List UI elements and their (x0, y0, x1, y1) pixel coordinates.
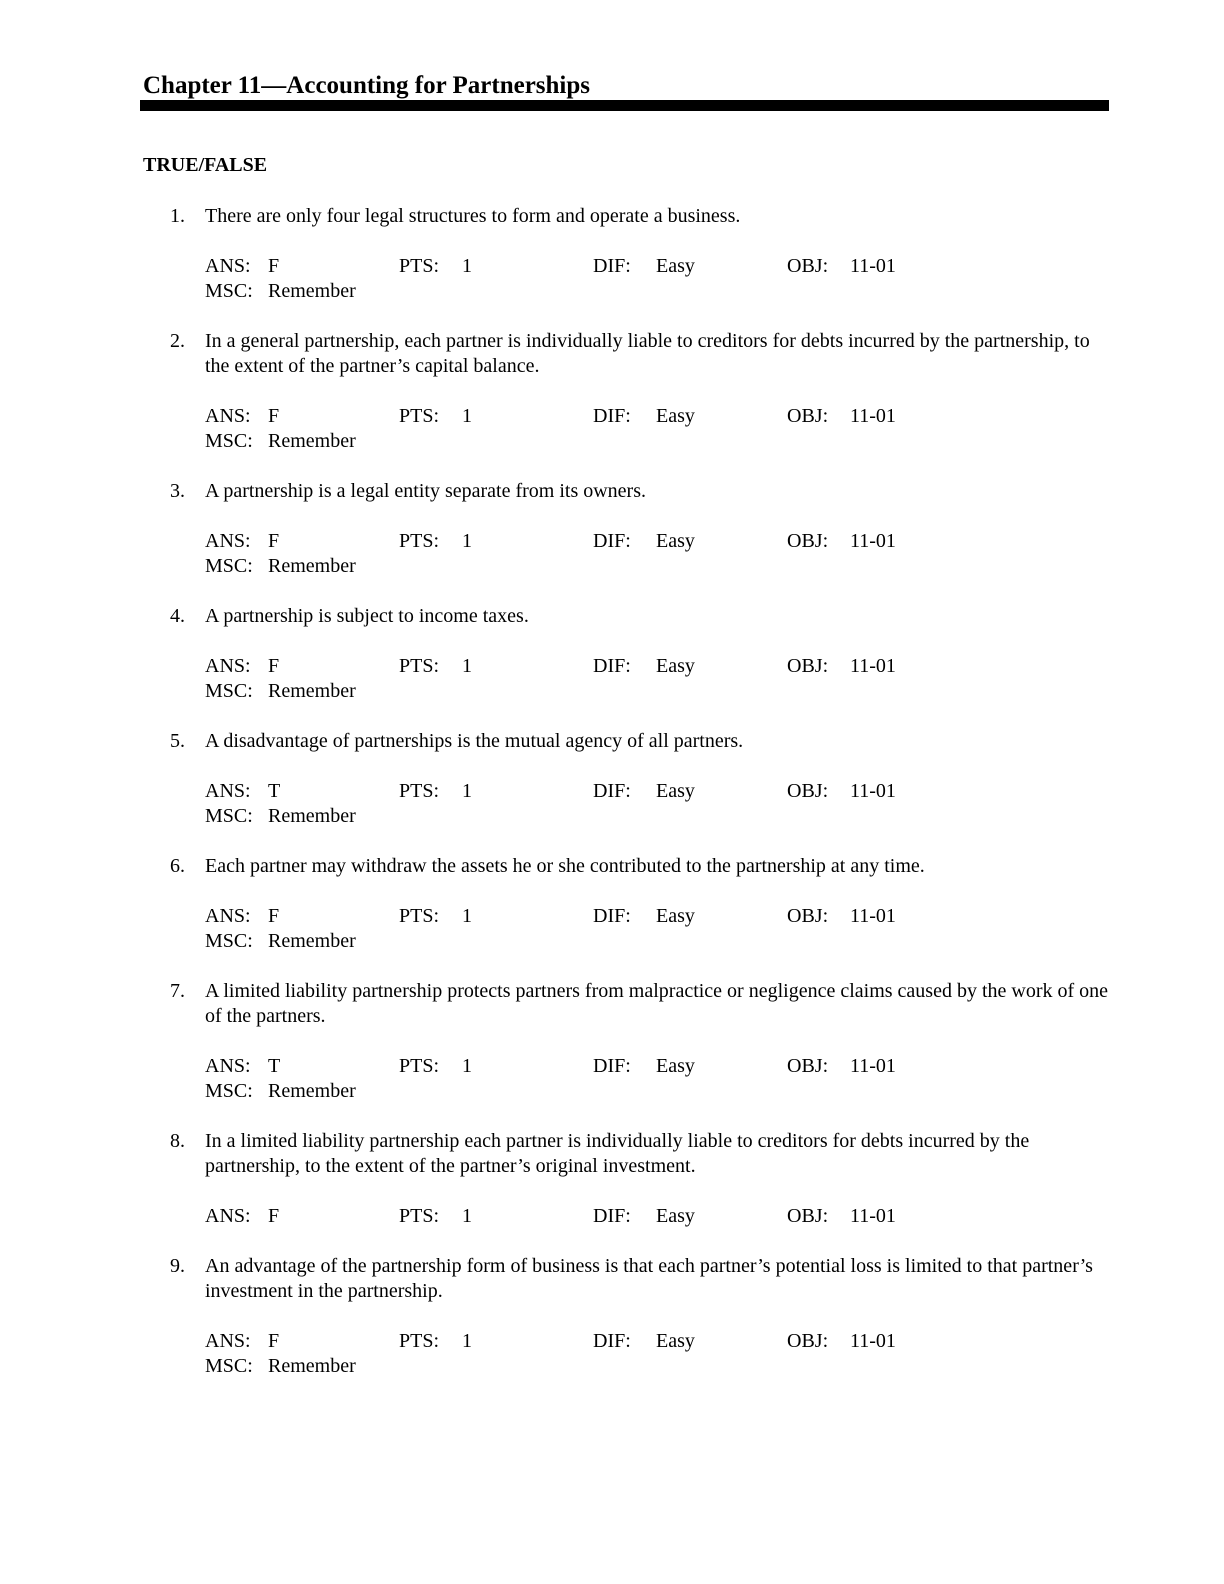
obj-label: OBJ: (787, 530, 829, 552)
msc-value: Remember (268, 555, 356, 577)
msc-label: MSC: (205, 1080, 253, 1102)
obj-field (787, 904, 981, 929)
obj-value: 11-01 (850, 1205, 896, 1227)
question-text: Each partner may withdraw the assets he or she contributed to the partnership at any time. (205, 855, 925, 877)
msc-value: Remember (268, 680, 356, 702)
dif-label: DIF: (593, 530, 631, 552)
title-rule (140, 100, 1109, 111)
dif-field (593, 1204, 787, 1229)
ans-label: ANS: (205, 655, 251, 677)
msc-label: MSC: (205, 280, 253, 302)
obj-value: 11-01 (850, 905, 896, 927)
msc-label: MSC: (205, 1355, 253, 1377)
ans-label: ANS: (205, 255, 251, 277)
ans-field (205, 1204, 399, 1229)
msc-label: MSC: (205, 555, 253, 577)
ans-field (205, 904, 399, 929)
ans-label: ANS: (205, 905, 251, 927)
dif-value: Easy (656, 530, 695, 552)
question-item (170, 979, 1110, 1104)
pts-field (399, 254, 593, 279)
msc-value: Remember (268, 1080, 356, 1102)
answer-meta (205, 1054, 1110, 1104)
dif-value: Easy (656, 1330, 695, 1352)
question-number: 5. (170, 730, 185, 752)
question-number: 2. (170, 330, 185, 352)
pts-value: 1 (462, 255, 472, 277)
answer-meta (205, 904, 1110, 954)
obj-value: 11-01 (850, 780, 896, 802)
question-number: 6. (170, 855, 185, 877)
ans-label: ANS: (205, 780, 251, 802)
obj-field (787, 404, 981, 429)
pts-label: PTS: (399, 905, 440, 927)
msc-value: Remember (268, 280, 356, 302)
obj-value: 11-01 (850, 530, 896, 552)
chapter-title: Chapter 11—Accounting for Partnerships (143, 72, 590, 99)
msc-field (205, 1079, 399, 1104)
obj-field (787, 1329, 981, 1354)
dif-value: Easy (656, 905, 695, 927)
obj-field (787, 254, 981, 279)
pts-label: PTS: (399, 780, 440, 802)
msc-label: MSC: (205, 805, 253, 827)
msc-field (205, 1354, 399, 1379)
pts-field (399, 404, 593, 429)
question-text: In a general partnership, each partner is individually liable to creditors for debts incurred by the partnership, to the extent of the partner’s capital balance. (205, 330, 1090, 377)
ans-label: ANS: (205, 530, 251, 552)
msc-value: Remember (268, 805, 356, 827)
pts-label: PTS: (399, 255, 440, 277)
question-item (170, 854, 1110, 954)
dif-value: Easy (656, 1055, 695, 1077)
dif-value: Easy (656, 655, 695, 677)
ans-field (205, 254, 399, 279)
question-text: An advantage of the partnership form of business is that each partner’s potential loss is limited to that partner’s investment in the partnership. (205, 1255, 1093, 1302)
ans-value: F (268, 530, 280, 552)
section-heading: TRUE/FALSE (143, 154, 268, 176)
ans-value: F (268, 1205, 280, 1227)
dif-label: DIF: (593, 780, 631, 802)
pts-field (399, 1054, 593, 1079)
question-item (170, 479, 1110, 579)
question-number: 8. (170, 1130, 185, 1152)
ans-value: F (268, 1330, 280, 1352)
msc-field (205, 804, 399, 829)
pts-label: PTS: (399, 655, 440, 677)
question-text: A disadvantage of partnerships is the mutual agency of all partners. (205, 730, 744, 752)
dif-label: DIF: (593, 1055, 631, 1077)
pts-field (399, 654, 593, 679)
obj-field (787, 654, 981, 679)
dif-value: Easy (656, 1205, 695, 1227)
pts-field (399, 904, 593, 929)
question-item (170, 329, 1110, 454)
dif-label: DIF: (593, 255, 631, 277)
pts-value: 1 (462, 905, 472, 927)
question-item (170, 204, 1110, 304)
dif-field (593, 1329, 787, 1354)
question-text: There are only four legal structures to form and operate a business. (205, 205, 741, 227)
obj-value: 11-01 (850, 655, 896, 677)
obj-label: OBJ: (787, 405, 829, 427)
answer-meta (205, 779, 1110, 829)
obj-value: 11-01 (850, 255, 896, 277)
dif-field (593, 529, 787, 554)
question-text: In a limited liability partnership each partner is individually liable to creditors for debts incurred by the partnership, to the extent of the partner’s original investment. (205, 1130, 1030, 1177)
pts-label: PTS: (399, 405, 440, 427)
question-item (170, 604, 1110, 704)
msc-field (205, 679, 399, 704)
ans-label: ANS: (205, 1055, 251, 1077)
obj-field (787, 1054, 981, 1079)
pts-label: PTS: (399, 1055, 440, 1077)
pts-field (399, 1204, 593, 1229)
answer-meta (205, 1204, 1110, 1229)
msc-field (205, 554, 399, 579)
ans-value: T (268, 780, 281, 802)
msc-value: Remember (268, 930, 356, 952)
pts-field (399, 1329, 593, 1354)
obj-label: OBJ: (787, 1205, 829, 1227)
pts-value: 1 (462, 1205, 472, 1227)
pts-value: 1 (462, 1055, 472, 1077)
msc-field (205, 929, 399, 954)
dif-field (593, 1054, 787, 1079)
question-number: 3. (170, 480, 185, 502)
ans-field (205, 404, 399, 429)
msc-label: MSC: (205, 930, 253, 952)
msc-label: MSC: (205, 430, 253, 452)
dif-label: DIF: (593, 405, 631, 427)
obj-value: 11-01 (850, 1055, 896, 1077)
answer-meta (205, 654, 1110, 704)
question-number: 7. (170, 980, 185, 1002)
pts-label: PTS: (399, 530, 440, 552)
question-number: 1. (170, 205, 185, 227)
dif-label: DIF: (593, 655, 631, 677)
ans-label: ANS: (205, 1205, 251, 1227)
ans-field (205, 529, 399, 554)
obj-label: OBJ: (787, 1055, 829, 1077)
dif-label: DIF: (593, 1205, 631, 1227)
pts-label: PTS: (399, 1205, 440, 1227)
dif-label: DIF: (593, 1330, 631, 1352)
obj-label: OBJ: (787, 1330, 829, 1352)
msc-value: Remember (268, 1355, 356, 1377)
ans-field (205, 654, 399, 679)
question-number: 4. (170, 605, 185, 627)
question-item (170, 729, 1110, 829)
question-number: 9. (170, 1255, 185, 1277)
obj-value: 11-01 (850, 405, 896, 427)
pts-label: PTS: (399, 1330, 440, 1352)
question-item (170, 1129, 1110, 1229)
question-item (170, 1254, 1110, 1379)
pts-value: 1 (462, 530, 472, 552)
obj-label: OBJ: (787, 780, 829, 802)
ans-label: ANS: (205, 405, 251, 427)
dif-value: Easy (656, 780, 695, 802)
ans-field (205, 1054, 399, 1079)
dif-label: DIF: (593, 905, 631, 927)
question-list (170, 204, 1110, 1404)
ans-label: ANS: (205, 1330, 251, 1352)
answer-meta (205, 254, 1110, 304)
answer-meta (205, 529, 1110, 579)
ans-field (205, 779, 399, 804)
ans-value: F (268, 905, 280, 927)
ans-field (205, 1329, 399, 1354)
msc-field (205, 429, 399, 454)
pts-value: 1 (462, 655, 472, 677)
dif-field (593, 904, 787, 929)
obj-field (787, 1204, 981, 1229)
obj-value: 11-01 (850, 1330, 896, 1352)
obj-label: OBJ: (787, 655, 829, 677)
ans-value: F (268, 255, 280, 277)
pts-field (399, 529, 593, 554)
question-text: A limited liability partnership protects partners from malpractice or negligence claims caused by the work of one of the partners. (205, 980, 1109, 1027)
obj-field (787, 529, 981, 554)
obj-label: OBJ: (787, 905, 829, 927)
pts-value: 1 (462, 780, 472, 802)
dif-value: Easy (656, 255, 695, 277)
question-text: A partnership is subject to income taxes. (205, 605, 529, 627)
dif-value: Easy (656, 405, 695, 427)
dif-field (593, 779, 787, 804)
obj-field (787, 779, 981, 804)
ans-value: F (268, 655, 280, 677)
msc-label: MSC: (205, 680, 253, 702)
pts-value: 1 (462, 405, 472, 427)
pts-value: 1 (462, 1330, 472, 1352)
ans-value: T (268, 1055, 281, 1077)
obj-label: OBJ: (787, 255, 829, 277)
msc-field (205, 279, 399, 304)
ans-value: F (268, 405, 280, 427)
msc-value: Remember (268, 430, 356, 452)
dif-field (593, 254, 787, 279)
dif-field (593, 404, 787, 429)
pts-field (399, 779, 593, 804)
question-text: A partnership is a legal entity separate from its owners. (205, 480, 646, 502)
dif-field (593, 654, 787, 679)
answer-meta (205, 404, 1110, 454)
answer-meta (205, 1329, 1110, 1379)
